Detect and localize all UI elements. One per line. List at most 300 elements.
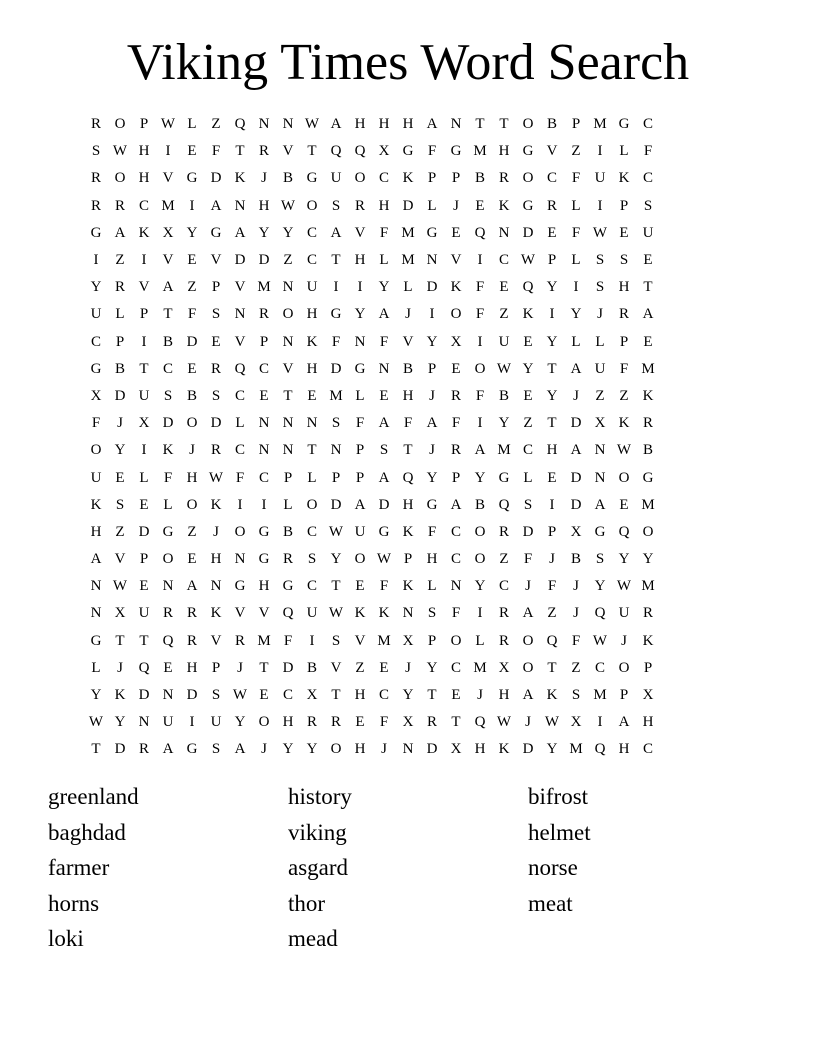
grid-letter: Z (571, 659, 581, 676)
grid-letter: Y (546, 387, 558, 404)
grid-letter: C (642, 170, 653, 187)
grid-letter: T (139, 632, 149, 649)
grid-letter: J (213, 523, 219, 540)
grid-letter: L (163, 496, 173, 513)
grid-letter: C (306, 578, 317, 595)
grid-letter: G (402, 143, 414, 160)
grid-letter: A (114, 224, 126, 241)
grid-letter: T (547, 360, 557, 377)
grid-letter: F (571, 632, 581, 649)
grid-row (84, 628, 732, 655)
grid-letter: O (522, 170, 534, 187)
grid-letter: I (549, 306, 555, 323)
grid-letter: J (117, 415, 123, 432)
grid-letter: R (546, 197, 557, 214)
grid-letter: N (306, 415, 318, 432)
grid-letter: U (306, 605, 318, 622)
grid-letter: U (162, 714, 174, 731)
grid-letter: P (355, 469, 365, 486)
grid-letter: Z (595, 387, 605, 404)
grid-letter: Y (474, 469, 486, 486)
grid-letter: O (474, 523, 486, 540)
grid-letter: P (139, 306, 149, 323)
grid-letter: U (138, 605, 150, 622)
grid-row (84, 329, 732, 356)
grid-letter: G (234, 578, 246, 595)
grid-letter: C (162, 360, 173, 377)
grid-letter: H (354, 741, 366, 758)
grid-letter: H (498, 143, 510, 160)
grid-letter: I (165, 143, 171, 160)
grid-letter: Y (618, 551, 630, 568)
grid-letter: X (378, 143, 390, 160)
grid-letter: I (333, 279, 339, 296)
grid-letter: P (355, 442, 365, 459)
grid-letter: B (474, 170, 485, 187)
grid-letter: K (234, 170, 246, 187)
grid-letter: Y (546, 333, 558, 350)
grid-letter: G (522, 143, 534, 160)
grid-letter: F (619, 360, 629, 377)
grid-letter: F (91, 415, 101, 432)
grid-letter: U (594, 170, 606, 187)
grid-letter: O (234, 523, 246, 540)
grid-letter: I (597, 714, 603, 731)
grid-letter: S (427, 605, 437, 622)
grid-letter: O (162, 551, 174, 568)
grid-letter: U (594, 360, 606, 377)
grid-letter: G (186, 170, 198, 187)
grid-letter: U (618, 605, 630, 622)
grid-letter: H (402, 387, 414, 404)
grid-letter: S (163, 387, 173, 404)
grid-letter: K (210, 496, 222, 513)
word-list-item: norse (528, 855, 578, 881)
grid-letter: Y (570, 306, 582, 323)
grid-letter: F (379, 578, 389, 595)
grid-letter: E (211, 333, 221, 350)
grid-letter: A (594, 496, 606, 513)
grid-letter: N (282, 333, 294, 350)
grid-letter: N (234, 306, 246, 323)
grid-letter: R (258, 306, 269, 323)
grid-letter: K (618, 170, 630, 187)
grid-letter: C (378, 687, 389, 704)
grid-letter: P (139, 116, 149, 133)
grid-letter: P (211, 659, 221, 676)
grid-letter: P (139, 551, 149, 568)
grid-letter: O (306, 197, 318, 214)
grid-letter: I (261, 496, 267, 513)
grid-letter: X (570, 523, 582, 540)
grid-letter: G (618, 116, 630, 133)
grid-letter: K (522, 306, 534, 323)
word-list-item: asgard (288, 855, 349, 881)
grid-letter: L (307, 469, 317, 486)
grid-letter: Y (474, 578, 486, 595)
grid-row (84, 437, 732, 464)
grid-row (84, 247, 732, 274)
grid-letter: Z (211, 116, 221, 133)
grid-letter: P (619, 333, 629, 350)
grid-letter: N (282, 116, 294, 133)
grid-letter: C (450, 523, 461, 540)
grid-letter: V (330, 659, 342, 676)
grid-row (84, 492, 732, 519)
grid-letter: O (618, 659, 630, 676)
word-list-item: helmet (528, 819, 591, 845)
grid-letter: D (138, 687, 150, 704)
grid-letter: E (187, 143, 197, 160)
grid-letter: H (546, 442, 558, 459)
grid-letter: P (571, 116, 581, 133)
grid-letter: B (306, 659, 317, 676)
grid-letter: F (379, 714, 389, 731)
grid-letter: Z (355, 659, 365, 676)
grid-letter: D (570, 415, 582, 432)
grid-letter: N (594, 442, 606, 459)
grid-letter: R (186, 605, 197, 622)
grid-letter: Q (594, 605, 606, 622)
grid-letter: Q (234, 116, 246, 133)
grid-letter: W (376, 551, 392, 568)
grid-letter: A (426, 415, 438, 432)
grid-letter: Z (187, 279, 197, 296)
grid-letter: F (547, 578, 557, 595)
grid-letter: R (282, 551, 293, 568)
grid-letter: A (426, 116, 438, 133)
grid-letter: I (93, 252, 99, 269)
grid-letter: M (641, 496, 655, 513)
grid-letter: C (234, 387, 245, 404)
grid-letter: P (547, 523, 557, 540)
grid-letter: N (210, 578, 222, 595)
grid-letter: U (90, 469, 102, 486)
grid-letter: R (498, 523, 509, 540)
grid-letter: J (525, 578, 531, 595)
grid-letter: V (354, 632, 366, 649)
grid-letter: J (597, 306, 603, 323)
grid-letter: R (114, 279, 125, 296)
grid-letter: W (520, 252, 536, 269)
grid-letter: R (306, 714, 317, 731)
grid-letter: L (571, 197, 581, 214)
grid-letter: D (378, 496, 390, 513)
grid-letter: F (283, 632, 293, 649)
grid-letter: V (234, 279, 246, 296)
grid-letter: W (304, 116, 320, 133)
grid-letter: H (258, 197, 270, 214)
grid-letter: V (114, 551, 126, 568)
grid-letter: B (282, 170, 293, 187)
grid-letter: G (210, 224, 222, 241)
word-list-item: farmer (48, 855, 110, 881)
grid-letter: W (88, 714, 104, 731)
grid-letter: V (234, 333, 246, 350)
grid-letter: H (354, 687, 366, 704)
grid-letter: H (618, 279, 630, 296)
grid-letter: A (234, 224, 246, 241)
grid-letter: O (450, 632, 462, 649)
grid-letter: D (522, 224, 534, 241)
grid-letter: M (593, 687, 607, 704)
grid-letter: P (211, 279, 221, 296)
grid-letter: B (402, 360, 413, 377)
grid-letter: S (619, 252, 629, 269)
grid-letter: A (330, 224, 342, 241)
grid-letter: W (160, 116, 176, 133)
grid-letter: V (210, 252, 222, 269)
word-list-item: history (288, 784, 352, 809)
grid-letter: M (257, 279, 271, 296)
grid-letter: H (378, 116, 390, 133)
grid-letter: P (259, 333, 269, 350)
grid-letter: Q (282, 605, 294, 622)
grid-letter: I (573, 279, 579, 296)
grid-letter: B (546, 116, 557, 133)
grid-row (84, 600, 732, 627)
grid-letter: M (329, 387, 343, 404)
grid-letter: Y (642, 551, 654, 568)
grid-letter: T (259, 659, 269, 676)
grid-letter: F (331, 333, 341, 350)
grid-letter: A (642, 306, 654, 323)
grid-letter: Y (426, 659, 438, 676)
grid-letter: F (379, 333, 389, 350)
grid-letter: L (187, 116, 197, 133)
grid-letter: W (616, 578, 632, 595)
grid-letter: K (546, 687, 558, 704)
grid-letter: G (282, 578, 294, 595)
grid-letter: N (402, 605, 414, 622)
grid-letter: R (354, 197, 365, 214)
grid-letter: Y (234, 714, 246, 731)
grid-letter: C (258, 469, 269, 486)
grid-letter: I (477, 415, 483, 432)
grid-letter: Y (282, 741, 294, 758)
grid-letter: J (477, 687, 483, 704)
grid-letter: U (642, 224, 654, 241)
grid-letter: K (138, 224, 150, 241)
grid-letter: G (306, 170, 318, 187)
grid-letter: I (597, 143, 603, 160)
grid-letter: D (114, 387, 126, 404)
grid-letter: M (401, 224, 415, 241)
grid-letter: C (498, 578, 509, 595)
grid-letter: M (497, 442, 511, 459)
grid-letter: M (377, 632, 391, 649)
grid-letter: D (210, 415, 222, 432)
grid-letter: O (306, 496, 318, 513)
grid-letter: N (426, 252, 438, 269)
grid-row (84, 519, 732, 546)
grid-letter: D (570, 496, 582, 513)
grid-letter: F (211, 143, 221, 160)
grid-letter: C (642, 116, 653, 133)
grid-letter: Y (186, 224, 198, 241)
grid-letter: O (330, 741, 342, 758)
grid-letter: N (498, 224, 510, 241)
grid-letter: E (187, 551, 197, 568)
grid-letter: D (186, 333, 198, 350)
word-list-item: horns (48, 890, 100, 916)
grid-letter: W (592, 632, 608, 649)
grid-letter: V (138, 279, 150, 296)
grid-letter: D (522, 523, 534, 540)
grid-letter: Z (619, 387, 629, 404)
word-list-item: viking (288, 819, 347, 845)
grid-letter: N (378, 360, 390, 377)
page-title: Viking Times Word Search (126, 34, 690, 91)
grid-letter: E (619, 224, 629, 241)
grid-letter: A (186, 578, 198, 595)
grid-letter: D (426, 741, 438, 758)
grid-letter: P (403, 551, 413, 568)
grid-letter: V (162, 170, 174, 187)
grid-letter: C (306, 252, 317, 269)
grid-letter: Q (138, 659, 150, 676)
grid-letter: R (618, 306, 629, 323)
grid-letter: D (330, 496, 342, 513)
letter-grid (84, 111, 732, 764)
grid-letter: J (549, 551, 555, 568)
grid-letter: M (257, 632, 271, 649)
grid-letter: R (642, 415, 653, 432)
grid-letter: I (477, 252, 483, 269)
grid-letter: M (641, 578, 655, 595)
grid-letter: W (112, 578, 128, 595)
grid-row (84, 165, 732, 192)
grid-letter: E (451, 224, 461, 241)
grid-letter: E (259, 387, 269, 404)
grid-letter: P (619, 687, 629, 704)
grid-letter: J (429, 442, 435, 459)
grid-letter: L (595, 333, 605, 350)
grid-letter: T (403, 442, 413, 459)
grid-letter: A (234, 741, 246, 758)
grid-letter: G (90, 632, 102, 649)
grid-letter: S (379, 442, 389, 459)
grid-letter: T (547, 415, 557, 432)
grid-letter: K (90, 496, 102, 513)
grid-letter: F (355, 415, 365, 432)
word-list (48, 779, 768, 957)
grid-letter: N (90, 578, 102, 595)
grid-letter: O (522, 116, 534, 133)
grid-letter: E (187, 252, 197, 269)
grid-letter: H (378, 197, 390, 214)
grid-letter: U (138, 387, 150, 404)
grid-letter: R (258, 143, 269, 160)
grid-letter: Q (474, 224, 486, 241)
grid-row (84, 736, 732, 763)
grid-letter: X (402, 632, 414, 649)
grid-letter: M (473, 143, 487, 160)
grid-letter: O (642, 523, 654, 540)
grid-letter: D (282, 659, 294, 676)
grid-letter: D (114, 741, 126, 758)
grid-letter: U (210, 714, 222, 731)
grid-letter: O (522, 659, 534, 676)
grid-row (84, 301, 732, 328)
grid-letter: U (90, 306, 102, 323)
grid-letter: R (90, 170, 101, 187)
grid-letter: G (258, 551, 270, 568)
grid-letter: F (475, 387, 485, 404)
grid-letter: L (571, 333, 581, 350)
grid-letter: F (571, 224, 581, 241)
grid-letter: X (594, 415, 606, 432)
grid-letter: F (451, 605, 461, 622)
grid-letter: E (499, 279, 509, 296)
grid-letter: I (549, 496, 555, 513)
grid-letter: C (258, 360, 269, 377)
grid-letter: N (162, 578, 174, 595)
grid-letter: S (595, 551, 605, 568)
grid-row (84, 655, 732, 682)
grid-letter: E (475, 197, 485, 214)
grid-letter: B (114, 360, 125, 377)
grid-letter: P (619, 197, 629, 214)
grid-letter: F (475, 279, 485, 296)
word-list-item: thor (288, 890, 326, 916)
grid-letter: C (450, 551, 461, 568)
grid-letter: S (307, 551, 317, 568)
grid-letter: J (573, 387, 579, 404)
grid-letter: V (210, 632, 222, 649)
grid-letter: L (235, 415, 245, 432)
grid-row (84, 682, 732, 709)
grid-letter: J (405, 306, 411, 323)
grid-letter: Y (498, 415, 510, 432)
grid-letter: N (90, 605, 102, 622)
grid-letter: A (162, 741, 174, 758)
grid-letter: D (402, 197, 414, 214)
grid-letter: E (379, 659, 389, 676)
grid-letter: G (498, 469, 510, 486)
grid-letter: P (451, 170, 461, 187)
grid-letter: M (161, 197, 175, 214)
grid-letter: L (283, 496, 293, 513)
grid-letter: F (475, 306, 485, 323)
grid-letter: C (306, 224, 317, 241)
grid-letter: K (402, 170, 414, 187)
grid-letter: T (499, 116, 509, 133)
grid-letter: N (450, 116, 462, 133)
grid-letter: Q (474, 714, 486, 731)
grid-letter: J (117, 659, 123, 676)
grid-letter: S (571, 687, 581, 704)
grid-letter: A (474, 442, 486, 459)
grid-letter: E (523, 387, 533, 404)
grid-letter: V (258, 605, 270, 622)
grid-letter: K (402, 523, 414, 540)
grid-letter: S (211, 741, 221, 758)
grid-letter: A (330, 116, 342, 133)
grid-letter: S (331, 415, 341, 432)
grid-letter: X (114, 605, 126, 622)
word-list-item: loki (48, 926, 84, 952)
grid-letter: J (237, 659, 243, 676)
grid-letter: Y (546, 741, 558, 758)
word-list-item: greenland (48, 784, 139, 809)
grid-letter: Z (187, 523, 197, 540)
grid-letter: I (141, 333, 147, 350)
grid-letter: O (186, 496, 198, 513)
grid-letter: F (451, 415, 461, 432)
grid-letter: L (571, 252, 581, 269)
grid-row (84, 410, 732, 437)
